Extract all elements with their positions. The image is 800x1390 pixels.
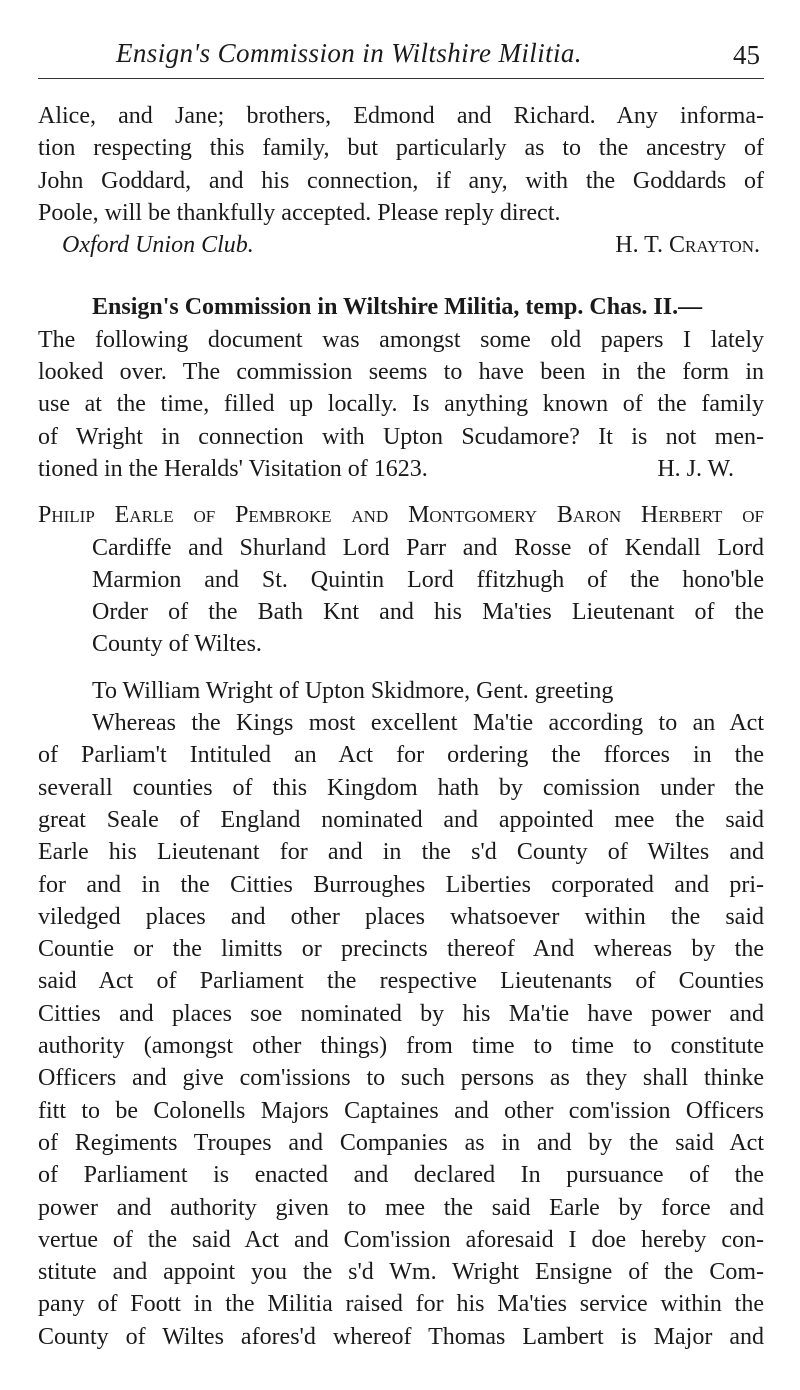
running-title: Ensign's Commission in Wiltshire Militia. <box>116 38 582 68</box>
text-line: pany of Foott in the Militia raised for his Ma'ties service within the <box>38 1291 764 1318</box>
signature-name: H. T. Crayton. <box>615 232 760 259</box>
article-ensigns-commission <box>38 291 764 1353</box>
page-header <box>38 30 764 80</box>
header-rule <box>38 78 764 79</box>
text-line: severall counties of this Kingdom hath by comission under the <box>38 774 764 801</box>
text-line: Cardiffe and Shurland Lord Parr and Rosse of Kendall Lord <box>92 534 764 561</box>
text-line: for and in the Citties Burroughes Liberties corporated and pri- <box>38 871 764 898</box>
text-line: said Act of Parliament the respective Lieutenants of Counties <box>38 968 764 995</box>
text-line: Citties and places soe nominated by his Ma'tie have power and <box>38 1000 764 1027</box>
text-line: County of Wiltes. <box>92 631 262 658</box>
text-line: Officers and give com'issions to such persons as they shall thinke <box>38 1065 764 1092</box>
text-line: stitute and appoint you the s'd Wm. Wright Ensigne of the Com- <box>38 1259 764 1286</box>
text-line: Poole, will be thankfully accepted. Please reply direct. <box>38 199 561 226</box>
text-line: tion respecting this family, but particularly as to the ancestry of <box>38 135 764 162</box>
signature-place: Oxford Union Club. <box>62 232 254 259</box>
text-line: of Parliament is enacted and declared In pursuance of the <box>38 1162 764 1189</box>
text-line: John Goddard, and his connection, if any, with the Goddards of <box>38 167 764 194</box>
page-body <box>38 100 764 1353</box>
text-line: looked over. The commission seems to have been in the form in <box>38 359 764 386</box>
query-signature <box>38 229 764 261</box>
text-line: use at the time, filled up locally. Is anything known of the family <box>38 391 764 418</box>
previous-query-ending <box>38 100 764 261</box>
commission-greeting: To William Wright of Upton Skidmore, Gent. greeting <box>92 677 614 704</box>
text-line: authority (amongst other things) from time to time to constitute <box>38 1033 764 1060</box>
text-line: tioned in the Heralds' Visitation of 1623. <box>38 455 428 482</box>
text-line: Marmion and St. Quintin Lord ffitzhugh of the hono'ble <box>92 566 764 593</box>
text-line: Earle his Lieutenant for and in the s'd County of Wiltes and <box>38 839 764 866</box>
commission-grantor <box>38 499 764 660</box>
text-line: of Parliam't Intituled an Act for ordering the fforces in the <box>38 742 764 769</box>
text-line: Countie or the limitts or precincts thereof And whereas by the <box>38 936 764 963</box>
page-number: 45 <box>733 40 760 70</box>
text-line: of Wright in connection with Upton Scudamore? It is not men- <box>38 423 764 450</box>
text-line: County of Wiltes afores'd whereof Thomas Lambert is Major and <box>38 1323 764 1350</box>
text-line: great Seale of England nominated and appointed mee the said <box>38 806 764 833</box>
text-line: power and authority given to mee the said Earle by force and <box>38 1194 764 1221</box>
text-line: viledged places and other places whatsoever within the said <box>38 903 764 930</box>
text-line: Whereas the Kings most excellent Ma'tie according to an Act <box>92 710 764 737</box>
text-line: Alice, and Jane; brothers, Edmond and Richard. Any informa- <box>38 103 764 129</box>
text-line: of Regiments Troupes and Companies as in and by the said Act <box>38 1129 764 1156</box>
text-line: The following document was amongst some old papers I lately <box>38 326 764 353</box>
intro-last-line <box>38 453 764 485</box>
text-line: vertue of the said Act and Com'ission aforesaid I doe hereby con- <box>38 1226 764 1253</box>
author-initials: H. J. W. <box>657 455 734 482</box>
article-heading: Ensign's Commission in Wiltshire Militia, temp. Chas. II.— <box>92 294 703 321</box>
text-line: Order of the Bath Knt and his Ma'ties Lieutenant of the <box>92 599 764 626</box>
grantor-first-line: Philip Earle of Pembroke and Montgomery Baron Herbert of <box>38 502 764 529</box>
commission-body <box>38 707 764 1353</box>
text-line: fitt to be Colonells Majors Captaines and other com'ission Officers <box>38 1097 764 1124</box>
